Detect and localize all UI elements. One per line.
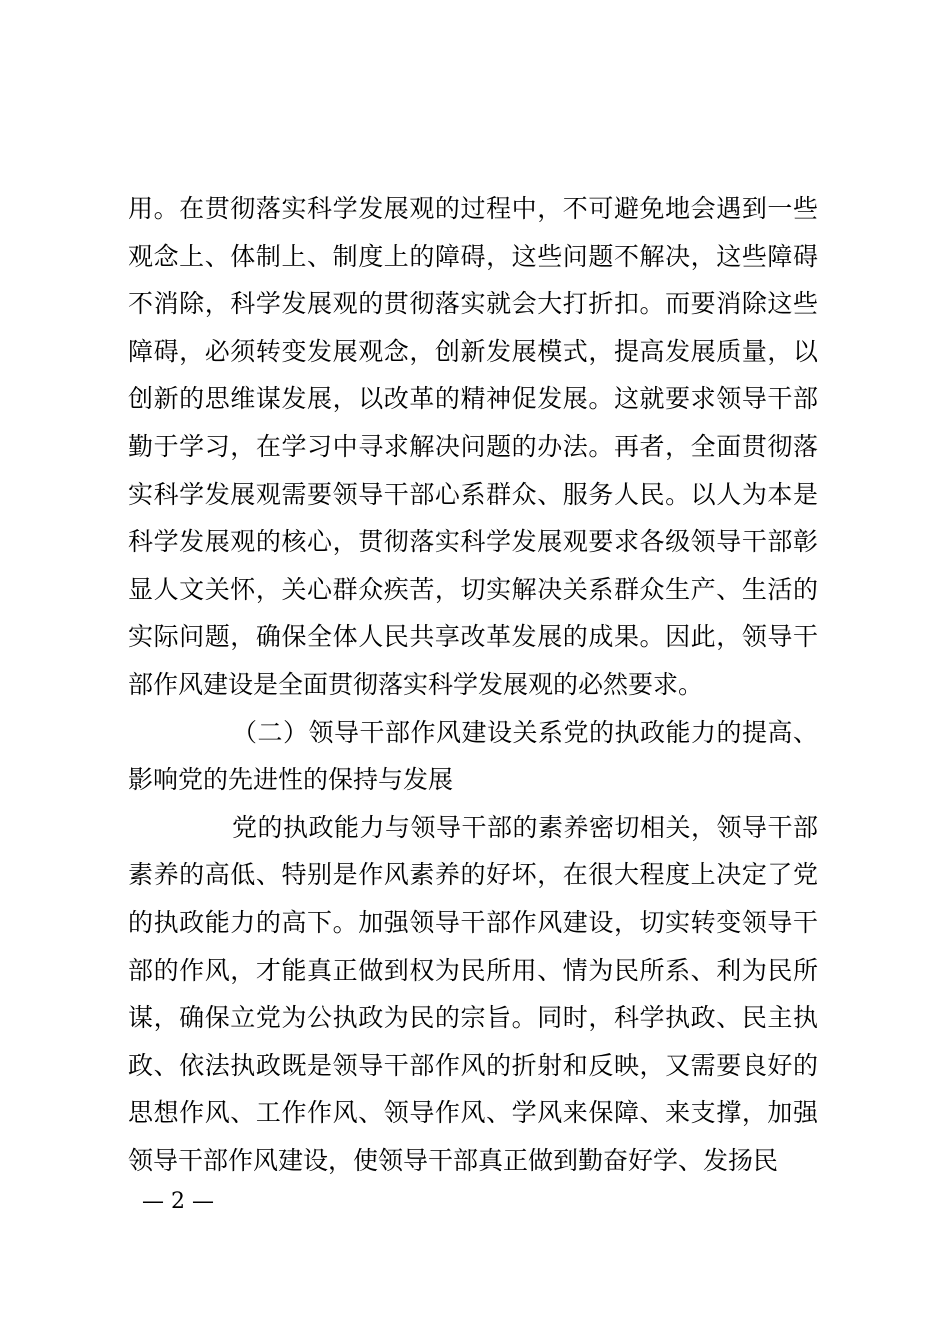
text-line: 思想作风、工作作风、领导作风、学风来保障、来支撑，加强 (128, 1098, 818, 1128)
document-body (128, 185, 818, 1184)
text-line: 谋，确保立党为公执政为民的宗旨。同时，科学执政、民主执 (128, 1003, 818, 1033)
text-line: 实际问题，确保全体人民共享改革发展的成果。因此，领导干 (128, 622, 818, 652)
text-line: 显人文关怀，关心群众疾苦，切实解决关系群众生产、生活的 (128, 574, 818, 604)
text-line: 部的作风，才能真正做到权为民所用、情为民所系、利为民所 (128, 955, 818, 985)
text-line: 政、依法执政既是领导干部作风的折射和反映，又需要良好的 (128, 1050, 818, 1080)
paragraph-2 (128, 804, 818, 1185)
text-line: 领导干部作风建设，使领导干部真正做到勤奋好学、发扬民 (128, 1145, 779, 1175)
text-line: 观念上、体制上、制度上的障碍，这些问题不解决，这些障碍 (128, 241, 818, 271)
text-line: 部作风建设是全面贯彻落实科学发展观的必然要求。 (128, 669, 704, 699)
text-line: 障碍，必须转变发展观念，创新发展模式，提高发展质量，以 (128, 336, 818, 366)
text-line: 素养的高低、特别是作风素养的好坏，在很大程度上决定了党 (128, 860, 818, 890)
text-line: 实科学发展观需要领导干部心系群众、服务人民。以人为本是 (128, 479, 818, 509)
paragraph-1 (128, 185, 818, 709)
text-line: 不消除，科学发展观的贯彻落实就会大打折扣。而要消除这些 (128, 289, 818, 319)
text-line: 党的执政能力与领导干部的素养密切相关，领导干部 (232, 812, 818, 842)
text-line: 的执政能力的高下。加强领导干部作风建设，切实转变领导干 (128, 907, 818, 937)
heading-line: 影响党的先进性的保持与发展 (128, 765, 454, 795)
section-heading (128, 709, 818, 804)
heading-line: （二）领导干部作风建设关系党的执政能力的提高、 (232, 717, 818, 747)
text-line: 勤于学习，在学习中寻求解决问题的办法。再者，全面贯彻落 (128, 431, 818, 461)
page-number: — 2 — (142, 1189, 214, 1214)
text-line: 用。在贯彻落实科学发展观的过程中，不可避免地会遇到一些 (128, 194, 818, 223)
text-line: 科学发展观的核心，贯彻落实科学发展观要求各级领导干部彰 (128, 527, 818, 557)
text-line: 创新的思维谋发展，以改革的精神促发展。这就要求领导干部 (128, 384, 818, 414)
